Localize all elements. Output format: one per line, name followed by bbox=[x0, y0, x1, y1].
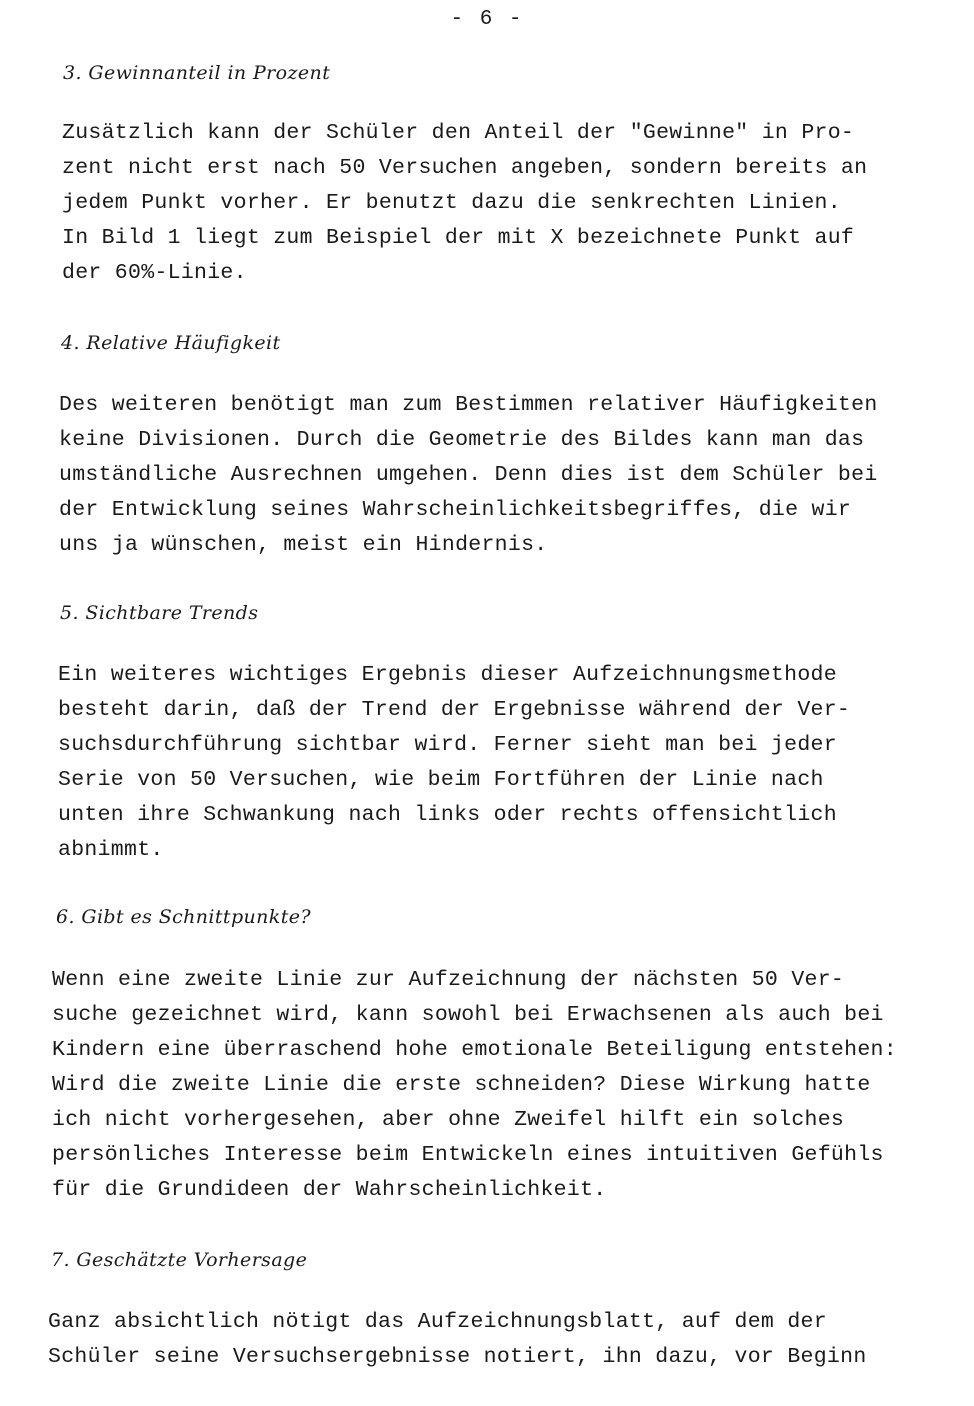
section-heading: 6. Gibt es Schnittpunkte? bbox=[56, 906, 311, 928]
paragraph-line: Wenn eine zweite Linie zur Aufzeichnung der nächsten 50 Ver- bbox=[52, 968, 845, 992]
paragraph-line: Des weiteren benötigt man zum Bestimmen relativer Häufigkeiten bbox=[59, 393, 878, 417]
paragraph-line: keine Divisionen. Durch die Geometrie des Bildes kann man das bbox=[59, 428, 865, 452]
paragraph-line: Kindern eine überraschend hohe emotionale Beteiligung entstehen: bbox=[52, 1038, 897, 1062]
paragraph-line: zent nicht erst nach 50 Versuchen angeben, sondern bereits an bbox=[62, 156, 868, 180]
paragraph-line: uns ja wünschen, meist ein Hindernis. bbox=[59, 533, 548, 557]
section-paragraph bbox=[52, 963, 897, 1208]
paragraph-line: Schüler seine Versuchsergebnisse notiert, ihn dazu, vor Beginn bbox=[48, 1345, 867, 1369]
paragraph-line: jedem Punkt vorher. Er benutzt dazu die senkrechten Linien. bbox=[62, 191, 841, 215]
section-heading: 3. Gewinnanteil in Prozent bbox=[63, 62, 331, 84]
paragraph-line: Ganz absichtlich nötigt das Aufzeichnungsblatt, auf dem der bbox=[48, 1310, 827, 1334]
paragraph-line: suche gezeichnet wird, kann sowohl bei Erwachsenen als auch bei bbox=[52, 1003, 884, 1027]
paragraph-line: Serie von 50 Versuchen, wie beim Fortführen der Linie nach bbox=[58, 768, 824, 792]
section-paragraph bbox=[48, 1305, 867, 1375]
paragraph-line: In Bild 1 liegt zum Beispiel der mit X bezeichnete Punkt auf bbox=[62, 226, 855, 250]
paragraph-line: der 60%-Linie. bbox=[62, 261, 247, 285]
paragraph-line: Zusätzlich kann der Schüler den Anteil der "Gewinne" in Pro- bbox=[62, 121, 855, 145]
section-heading: 5. Sichtbare Trends bbox=[60, 602, 259, 624]
section-heading: 7. Geschätzte Vorhersage bbox=[51, 1249, 308, 1271]
paragraph-line: Ein weiteres wichtiges Ergebnis dieser Aufzeichnungsmethode bbox=[58, 663, 837, 687]
paragraph-line: der Entwicklung seines Wahrscheinlichkeitsbegriffes, die wir bbox=[59, 498, 852, 522]
paragraph-line: Wird die zweite Linie die erste schneiden? Diese Wirkung hatte bbox=[52, 1073, 871, 1097]
section-paragraph bbox=[62, 116, 867, 291]
paragraph-line: besteht darin, daß der Trend der Ergebnisse während der Ver- bbox=[58, 698, 851, 722]
paragraph-line: unten ihre Schwankung nach links oder rechts offensichtlich bbox=[58, 803, 837, 827]
section-paragraph bbox=[59, 388, 878, 563]
paragraph-line: ich nicht vorhergesehen, aber ohne Zweifel hilft ein solches bbox=[52, 1108, 845, 1132]
paragraph-line: umständliche Ausrechnen umgehen. Denn dies ist dem Schüler bei bbox=[59, 463, 878, 487]
paragraph-line: abnimmt. bbox=[58, 838, 164, 862]
paragraph-line: für die Grundideen der Wahrscheinlichkeit. bbox=[52, 1178, 607, 1202]
section-paragraph bbox=[58, 658, 850, 868]
paragraph-line: suchsdurchführung sichtbar wird. Ferner sieht man bei jeder bbox=[58, 733, 837, 757]
section-heading: 4. Relative Häufigkeit bbox=[61, 332, 281, 354]
page-number: - 6 - bbox=[450, 8, 524, 31]
paragraph-line: persönliches Interesse beim Entwickeln eines intuitiven Gefühls bbox=[52, 1143, 884, 1167]
